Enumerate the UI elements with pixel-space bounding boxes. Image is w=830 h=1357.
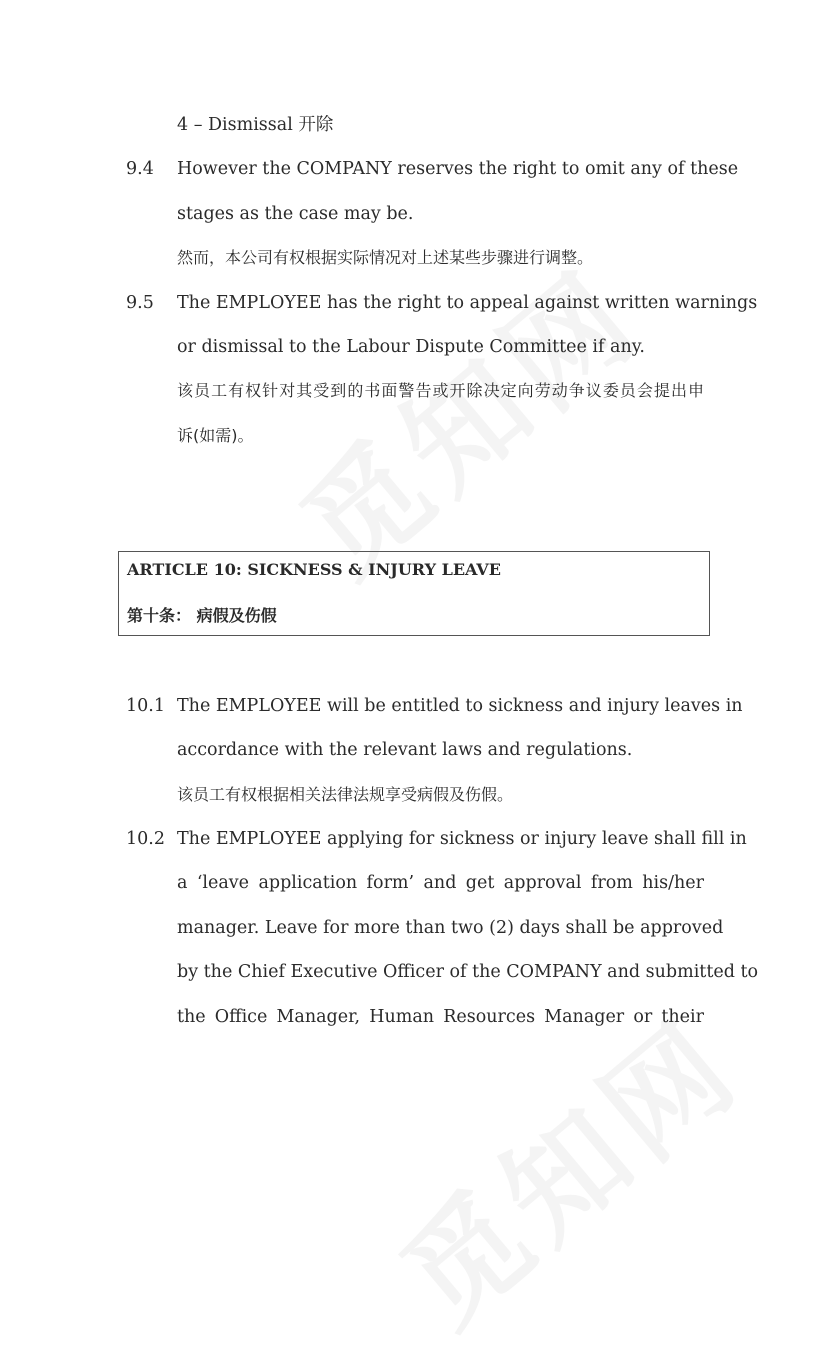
article-10-heading-box bbox=[118, 551, 710, 636]
clause-9-5-line-1: The EMPLOYEE has the right to appeal against written warnings bbox=[177, 293, 758, 313]
watermark bbox=[260, 225, 669, 607]
clause-9-5-line-2: or dismissal to the Labour Dispute Committee if any. bbox=[177, 337, 645, 357]
clause-9-5-chinese-2: 诉(如需)。 bbox=[177, 426, 254, 445]
clause-9-5-number: 9.5 bbox=[126, 293, 154, 313]
watermark bbox=[360, 975, 769, 1357]
clause-10-1-line-2: accordance with the relevant laws and regulations. bbox=[177, 740, 633, 760]
clause-10-1-line-1: The EMPLOYEE will be entitled to sickness and injury leaves in bbox=[177, 696, 743, 716]
clause-10-2-line-4: by the Chief Executive Officer of the COMPANY and submitted to bbox=[177, 962, 759, 982]
clause-9-4-line-2: stages as the case may be. bbox=[177, 204, 414, 224]
clause-9-5-chinese-1: 该员工有权针对其受到的书面警告或开除决定向劳动争议委员会提出申 bbox=[177, 381, 704, 400]
clause-9-4-number: 9.4 bbox=[126, 159, 154, 179]
clause-10-2-line-1: The EMPLOYEE applying for sickness or injury leave shall fill in bbox=[177, 829, 747, 849]
clause-10-2-line-5: the Office Manager, Human Resources Manager or their bbox=[177, 1007, 704, 1027]
article-title-english: ARTICLE 10: SICKNESS & INJURY LEAVE bbox=[127, 560, 501, 579]
article-title-chinese: 第十条： 病假及伤假 bbox=[127, 606, 277, 625]
clause-9-4-chinese: 然而，本公司有权根据实际情况对上述某些步骤进行调整。 bbox=[177, 248, 594, 267]
clause-10-2-line-2: a ‘leave application form’ and get approval from his/her bbox=[177, 873, 704, 893]
clause-10-2-line-3: manager. Leave for more than two (2) days shall be approved bbox=[177, 918, 724, 938]
clause-10-2-number: 10.2 bbox=[126, 829, 165, 849]
clause-9-4-line-1: However the COMPANY reserves the right to omit any of these bbox=[177, 159, 739, 179]
clause-10-1-chinese: 该员工有权根据相关法律法规享受病假及伤假。 bbox=[177, 785, 514, 804]
stage-4-dismissal: 4 – Dismissal 开除 bbox=[177, 115, 334, 135]
clause-10-1-number: 10.1 bbox=[126, 696, 165, 716]
